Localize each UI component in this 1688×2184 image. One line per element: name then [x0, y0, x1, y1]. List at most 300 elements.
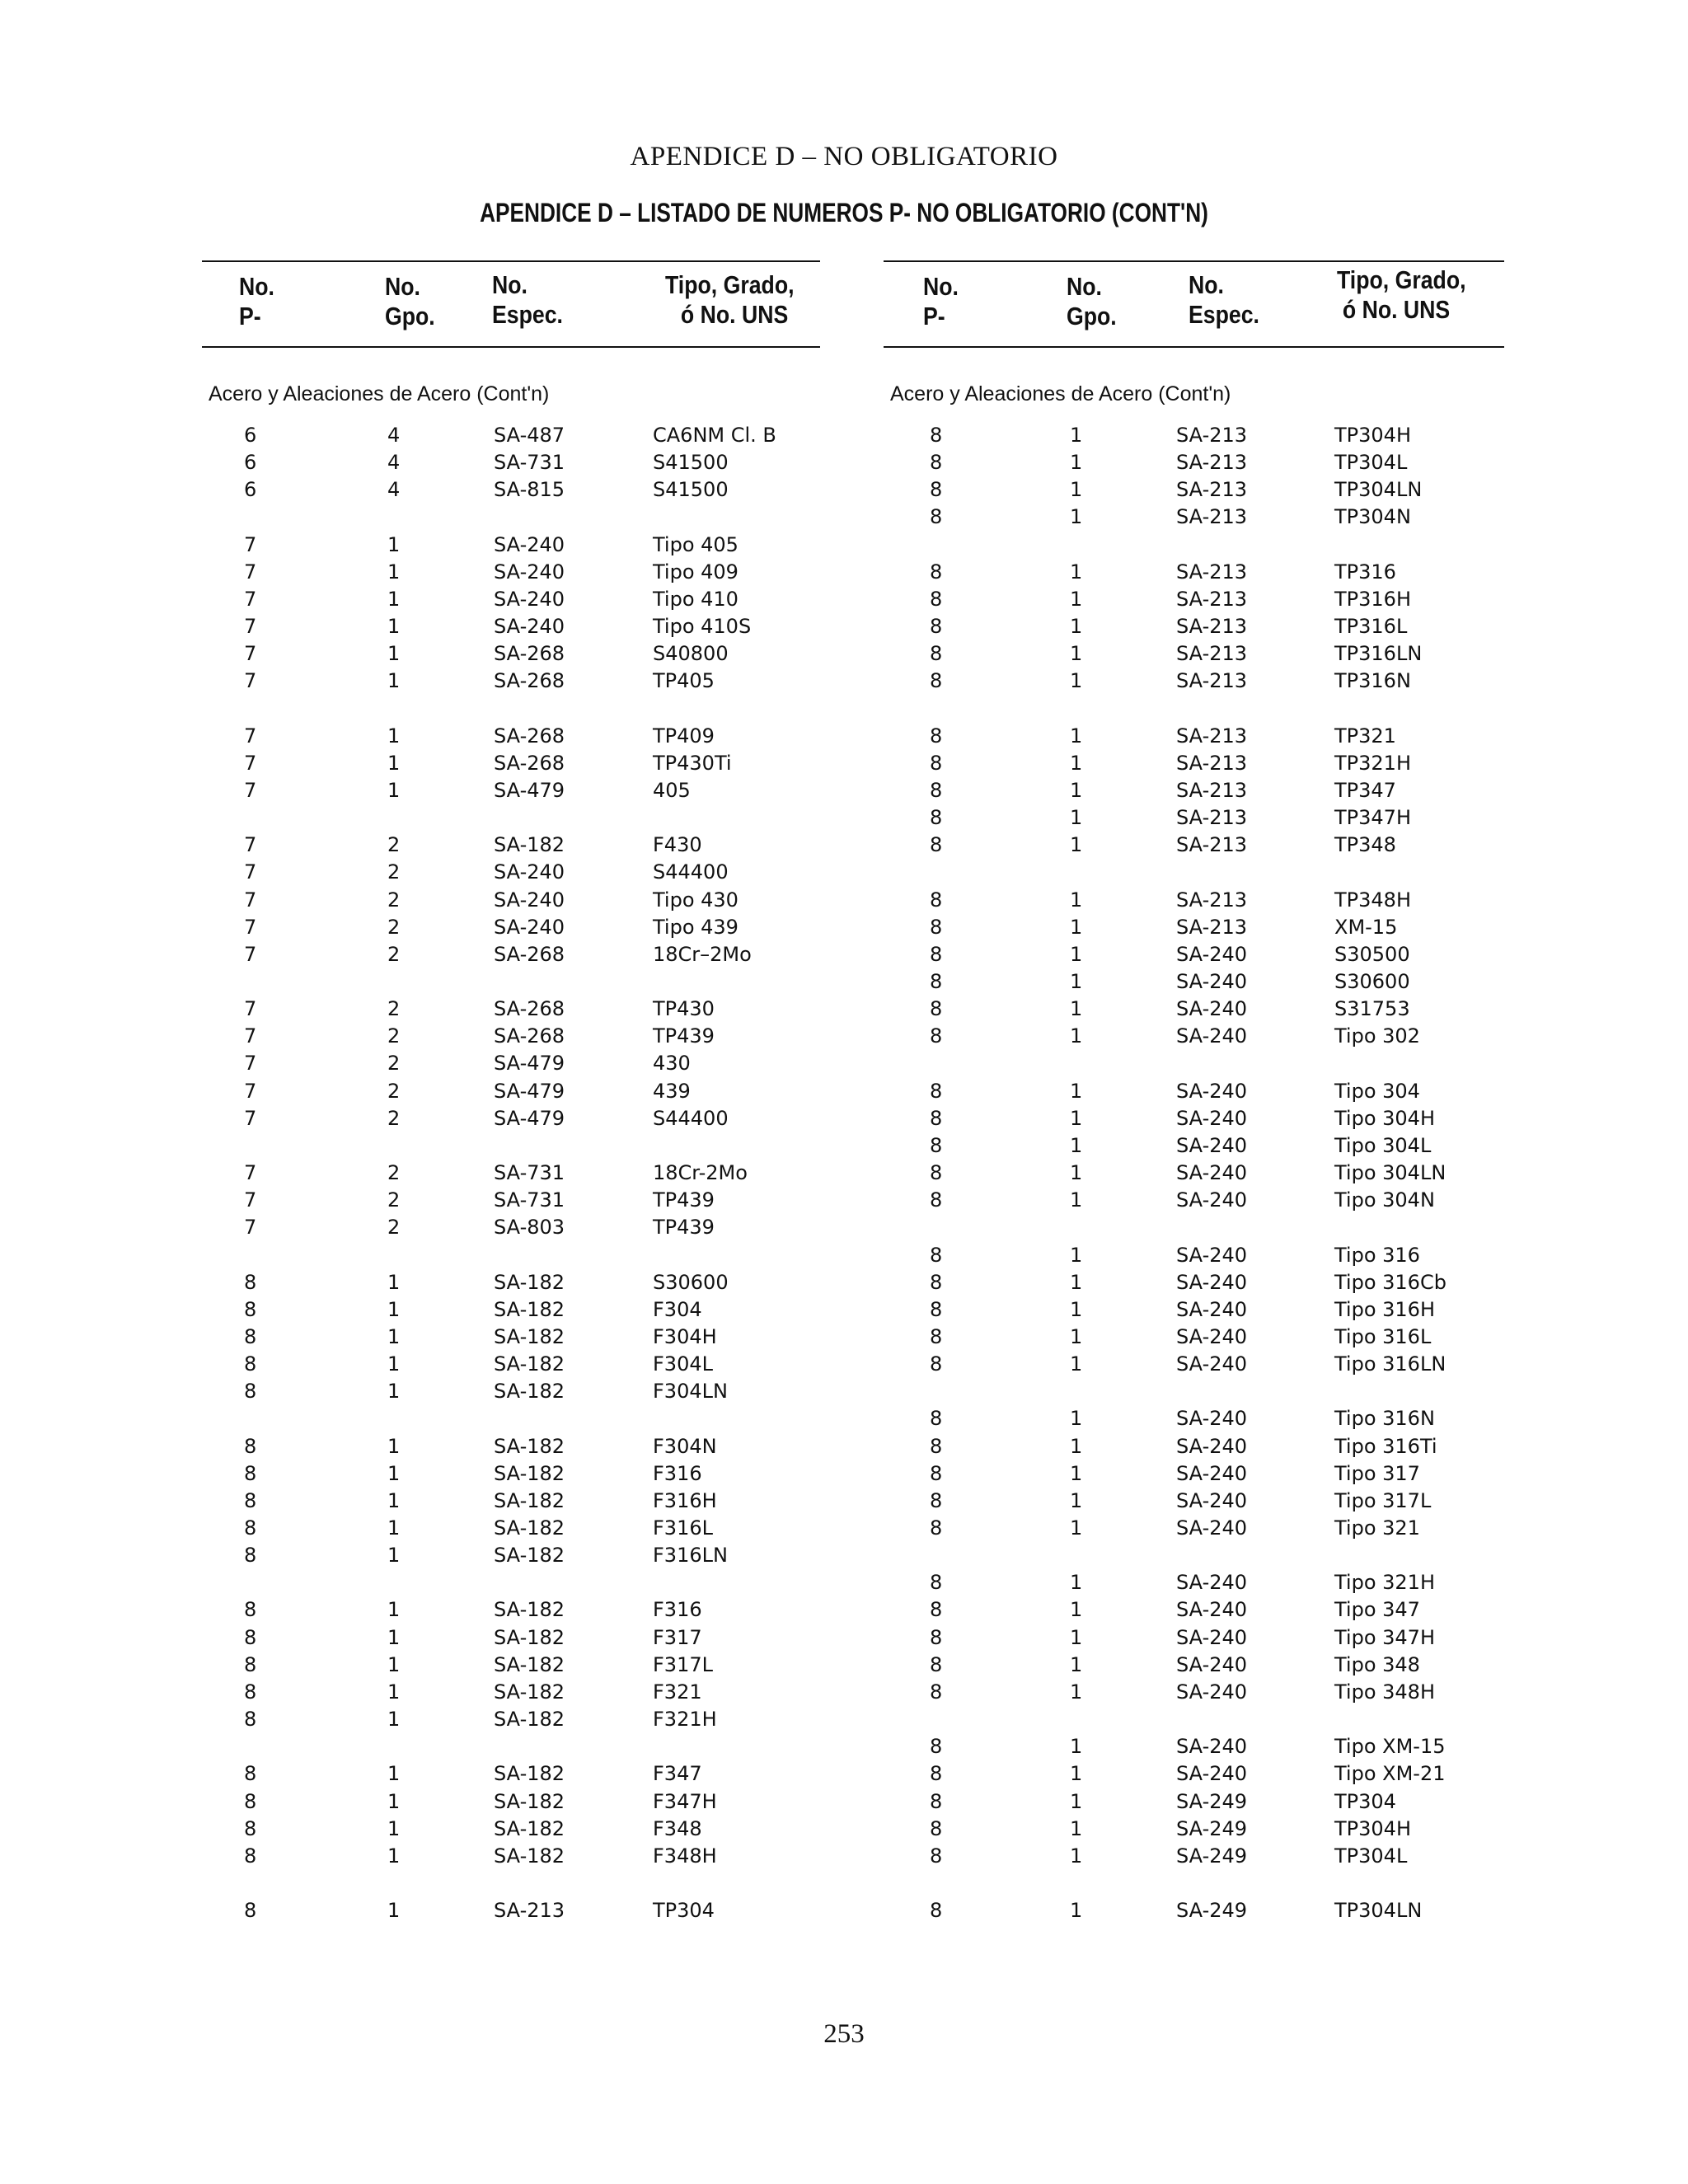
table-row — [202, 1105, 820, 1132]
spec-number-cell: SA-240 — [1176, 1680, 1248, 1704]
group-number-cell: 1 — [387, 1324, 401, 1348]
p-number-cell: 8 — [244, 1461, 257, 1485]
type-grade-cell: 439 — [653, 1079, 691, 1103]
type-grade-cell: Tipo 347H — [1334, 1625, 1435, 1649]
type-grade-cell: F316 — [653, 1598, 702, 1622]
table-row — [202, 1542, 820, 1569]
group-number-cell: 1 — [387, 724, 401, 748]
type-grade-cell: 430 — [653, 1052, 691, 1076]
spec-number-cell: SA-213 — [1176, 642, 1248, 666]
table-row — [884, 914, 1504, 941]
spec-number-cell: SA-731 — [494, 1188, 565, 1212]
group-number-cell: 1 — [1070, 1024, 1083, 1048]
p-number-cell: 8 — [930, 1844, 943, 1868]
spec-number-cell: SA-213 — [1176, 587, 1248, 611]
spec-number-cell: SA-240 — [494, 915, 565, 939]
spec-number-cell: SA-240 — [1176, 1571, 1248, 1595]
spec-number-cell: SA-182 — [494, 833, 565, 857]
group-number-cell: 1 — [1070, 942, 1083, 966]
type-grade-cell: F348H — [653, 1844, 717, 1868]
p-number-cell: 8 — [930, 1024, 943, 1048]
spec-number-cell: SA-479 — [494, 1106, 565, 1130]
spec-number-cell: SA-182 — [494, 1380, 565, 1404]
group-number-cell: 1 — [1070, 669, 1083, 693]
group-number-cell: 4 — [387, 451, 401, 475]
type-grade-cell: F321 — [653, 1680, 702, 1704]
table-row — [884, 1187, 1504, 1214]
table-row — [202, 640, 820, 668]
type-grade-cell: F316H — [653, 1488, 717, 1512]
group-number-cell: 1 — [1070, 615, 1083, 639]
spec-number-cell: SA-240 — [1176, 1270, 1248, 1294]
p-number-cell: 8 — [244, 1434, 257, 1458]
group-number-cell: 1 — [1070, 833, 1083, 857]
table-row — [202, 1214, 820, 1241]
p-number-cell: 7 — [244, 642, 257, 666]
table-row — [884, 887, 1504, 914]
p-number-cell: 8 — [930, 1079, 943, 1103]
spec-number-cell: SA-268 — [494, 669, 565, 693]
table-row — [202, 422, 820, 449]
type-grade-cell: TP316LN — [1334, 642, 1423, 666]
spec-number-cell: SA-240 — [494, 587, 565, 611]
table-row — [884, 1488, 1504, 1515]
table-row — [884, 941, 1504, 968]
table-row — [884, 504, 1504, 531]
spec-number-cell: SA-182 — [494, 1625, 565, 1649]
table-row — [884, 804, 1504, 832]
table-row — [202, 1596, 820, 1624]
spec-number-cell: SA-182 — [494, 1844, 565, 1868]
table-row — [202, 1351, 820, 1378]
group-number-cell: 1 — [1070, 560, 1083, 583]
type-grade-cell: F304H — [653, 1324, 717, 1348]
type-grade-cell: TP316 — [1334, 560, 1396, 583]
p-number-cell: 8 — [930, 1899, 943, 1923]
section-label: Acero y Aleaciones de Acero (Cont'n) — [209, 382, 550, 405]
type-grade-cell: Tipo 304H — [1334, 1106, 1435, 1130]
right-table-column — [884, 260, 1504, 1923]
group-number-cell: 1 — [387, 1625, 401, 1649]
group-number-cell: 1 — [387, 669, 401, 693]
p-number-cell: 8 — [930, 1243, 943, 1267]
spec-number-cell: SA-182 — [494, 1434, 565, 1458]
type-grade-cell: TP347 — [1334, 778, 1396, 802]
p-number-cell: 8 — [244, 1324, 257, 1348]
table-row — [884, 1596, 1504, 1624]
group-number-cell: 1 — [1070, 1324, 1083, 1348]
p-number-cell: 8 — [930, 888, 943, 912]
table-row — [202, 723, 820, 750]
group-number-cell: 4 — [387, 424, 401, 447]
table-row — [202, 914, 820, 941]
type-grade-cell: Tipo 304N — [1334, 1188, 1435, 1212]
group-number-cell: 1 — [387, 751, 401, 775]
group-number-cell: 1 — [1070, 1133, 1083, 1157]
p-number-cell: 7 — [244, 833, 257, 857]
type-grade-cell: Tipo XM-21 — [1334, 1762, 1446, 1786]
table-row — [202, 832, 820, 859]
spec-number-cell: SA-268 — [494, 1024, 565, 1048]
type-grade-cell: F317 — [653, 1625, 702, 1649]
type-grade-cell: Tipo 304 — [1334, 1079, 1420, 1103]
type-grade-cell: TP316L — [1334, 615, 1408, 639]
header-p-number: No. P- — [923, 272, 959, 330]
type-grade-cell: TP348 — [1334, 833, 1396, 857]
p-number-cell: 8 — [930, 1188, 943, 1212]
type-grade-cell: Tipo 316H — [1334, 1297, 1435, 1321]
spec-number-cell: SA-815 — [494, 478, 565, 502]
spec-number-cell: SA-213 — [1176, 615, 1248, 639]
p-number-cell: 8 — [930, 751, 943, 775]
spec-number-cell: SA-213 — [1176, 560, 1248, 583]
table-row — [884, 750, 1504, 777]
spec-number-cell: SA-240 — [494, 560, 565, 583]
spec-number-cell: SA-240 — [1176, 1598, 1248, 1622]
table-row — [884, 996, 1504, 1023]
table-row — [202, 1078, 820, 1105]
p-number-cell: 8 — [930, 615, 943, 639]
spec-number-cell: SA-240 — [1176, 1297, 1248, 1321]
spec-number-cell: SA-240 — [1176, 1488, 1248, 1512]
group-number-cell: 2 — [387, 942, 401, 966]
type-grade-cell: F348 — [653, 1816, 702, 1840]
group-number-cell: 1 — [1070, 1188, 1083, 1212]
type-grade-cell: S40800 — [653, 642, 729, 666]
table-row — [884, 1733, 1504, 1760]
spec-number-cell: SA-268 — [494, 942, 565, 966]
group-number-cell: 1 — [387, 532, 401, 556]
group-number-cell: 1 — [387, 560, 401, 583]
type-grade-cell: S41500 — [653, 478, 729, 502]
type-grade-cell: Tipo 304LN — [1334, 1161, 1447, 1185]
spec-number-cell: SA-240 — [1176, 1625, 1248, 1649]
p-number-cell: 8 — [244, 1844, 257, 1868]
spec-number-cell: SA-213 — [1176, 669, 1248, 693]
table-row — [202, 1187, 820, 1214]
table-row — [884, 1515, 1504, 1542]
p-number-cell: 8 — [930, 1270, 943, 1294]
group-number-cell: 1 — [1070, 1243, 1083, 1267]
table-row — [884, 640, 1504, 668]
spec-number-cell: SA-240 — [1176, 1106, 1248, 1130]
type-grade-cell: Tipo 302 — [1334, 1024, 1420, 1048]
p-number-cell: 7 — [244, 560, 257, 583]
type-grade-cell: Tipo 347 — [1334, 1598, 1420, 1622]
spec-number-cell: SA-803 — [494, 1216, 565, 1240]
spec-number-cell: SA-213 — [1176, 424, 1248, 447]
table-row — [202, 586, 820, 613]
p-number-cell: 7 — [244, 778, 257, 802]
spec-number-cell: SA-213 — [1176, 778, 1248, 802]
p-number-cell: 7 — [244, 724, 257, 748]
group-number-cell: 4 — [387, 478, 401, 502]
group-number-cell: 1 — [387, 1762, 401, 1786]
p-number-cell: 7 — [244, 587, 257, 611]
group-number-cell: 1 — [387, 1544, 401, 1568]
group-number-cell: 1 — [387, 615, 401, 639]
table-row — [884, 1652, 1504, 1679]
type-grade-cell: TP316H — [1334, 587, 1411, 611]
p-number-cell: 7 — [244, 532, 257, 556]
table-row — [202, 1023, 820, 1050]
table-row — [884, 777, 1504, 804]
type-grade-cell: Tipo 321 — [1334, 1516, 1420, 1540]
p-number-cell: 8 — [244, 1380, 257, 1404]
table-row — [884, 668, 1504, 695]
p-number-cell: 8 — [930, 1352, 943, 1376]
spec-number-cell: SA-182 — [494, 1680, 565, 1704]
group-number-cell: 1 — [1070, 1434, 1083, 1458]
p-number-cell: 8 — [930, 942, 943, 966]
p-number-cell: 8 — [930, 1598, 943, 1622]
type-grade-cell: XM-15 — [1334, 915, 1398, 939]
p-number-cell: 8 — [244, 1899, 257, 1923]
p-number-cell: 8 — [930, 478, 943, 502]
p-number-cell: 8 — [930, 1816, 943, 1840]
group-number-cell: 1 — [1070, 1352, 1083, 1376]
table-row — [202, 476, 820, 504]
p-number-cell: 7 — [244, 997, 257, 1021]
spec-number-cell: SA-479 — [494, 778, 565, 802]
group-number-cell: 1 — [387, 1380, 401, 1404]
table-row — [884, 1351, 1504, 1378]
type-grade-cell: TP304H — [1334, 424, 1411, 447]
type-grade-cell: Tipo XM-15 — [1334, 1735, 1446, 1759]
spec-number-cell: SA-240 — [1176, 1407, 1248, 1431]
table-row — [202, 1816, 820, 1843]
type-grade-cell: S31753 — [1334, 997, 1410, 1021]
spec-number-cell: SA-182 — [494, 1324, 565, 1348]
type-grade-cell: F316LN — [653, 1544, 728, 1568]
spec-number-cell: SA-240 — [494, 888, 565, 912]
table-row — [884, 1105, 1504, 1132]
spec-number-cell: SA-182 — [494, 1652, 565, 1676]
group-number-cell: 1 — [1070, 806, 1083, 830]
spec-number-cell: SA-240 — [1176, 1434, 1248, 1458]
spec-number-cell: SA-240 — [1176, 970, 1248, 993]
spec-number-cell: SA-240 — [1176, 1461, 1248, 1485]
table-row — [202, 1652, 820, 1679]
spec-number-cell: SA-731 — [494, 451, 565, 475]
table-row — [202, 1706, 820, 1733]
spec-number-cell: SA-731 — [494, 1161, 565, 1185]
p-number-cell: 8 — [930, 1625, 943, 1649]
spec-number-cell: SA-182 — [494, 1708, 565, 1732]
table-row — [884, 1788, 1504, 1816]
spec-number-cell: SA-268 — [494, 642, 565, 666]
table-row — [884, 1023, 1504, 1050]
type-grade-cell: F430 — [653, 833, 702, 857]
table-row — [202, 777, 820, 804]
table-row — [884, 1460, 1504, 1488]
type-grade-cell: TP439 — [653, 1188, 715, 1212]
p-number-cell: 8 — [930, 1324, 943, 1348]
table-row — [202, 1488, 820, 1515]
table-row — [884, 613, 1504, 640]
type-grade-cell: TP409 — [653, 724, 715, 748]
group-number-cell: 1 — [387, 587, 401, 611]
type-grade-cell: F316 — [653, 1461, 702, 1485]
spec-number-cell: SA-213 — [494, 1899, 565, 1923]
table-row — [884, 422, 1504, 449]
spec-number-cell: SA-240 — [494, 615, 565, 639]
table-row — [884, 1433, 1504, 1460]
running-header: APENDICE D – NO OBLIGATORIO — [630, 142, 1058, 171]
p-number-cell: 8 — [930, 778, 943, 802]
group-number-cell: 1 — [1070, 642, 1083, 666]
table-row — [884, 1269, 1504, 1296]
p-number-cell: 8 — [244, 1816, 257, 1840]
spec-number-cell: SA-213 — [1176, 888, 1248, 912]
table-row — [202, 1679, 820, 1706]
type-grade-cell: TP405 — [653, 669, 715, 693]
table-row — [202, 859, 820, 886]
group-number-cell: 1 — [1070, 478, 1083, 502]
spec-number-cell: SA-268 — [494, 997, 565, 1021]
table-row — [884, 1132, 1504, 1160]
group-number-cell: 1 — [387, 1708, 401, 1732]
type-grade-cell: TP439 — [653, 1024, 715, 1048]
group-number-cell: 1 — [1070, 1816, 1083, 1840]
group-number-cell: 1 — [387, 1789, 401, 1813]
p-number-cell: 8 — [244, 1516, 257, 1540]
table-row — [884, 1160, 1504, 1187]
group-number-cell: 1 — [387, 1488, 401, 1512]
type-grade-cell: F304LN — [653, 1380, 728, 1404]
type-grade-cell: TP348H — [1334, 888, 1411, 912]
table-row — [884, 832, 1504, 859]
group-number-cell: 1 — [1070, 587, 1083, 611]
p-number-cell: 8 — [930, 1516, 943, 1540]
p-number-cell: 8 — [244, 1297, 257, 1321]
section-label: Acero y Aleaciones de Acero (Cont'n) — [890, 382, 1231, 405]
table-row — [202, 1897, 820, 1924]
p-number-cell: 8 — [930, 1735, 943, 1759]
p-number-cell: 8 — [930, 1297, 943, 1321]
type-grade-cell: F304 — [653, 1297, 702, 1321]
p-number-cell: 8 — [244, 1488, 257, 1512]
type-grade-cell: Tipo 316 — [1334, 1243, 1420, 1267]
type-grade-cell: Tipo 321H — [1334, 1571, 1435, 1595]
type-grade-cell: F304L — [653, 1352, 713, 1376]
p-number-cell: 8 — [930, 1106, 943, 1130]
table-row — [202, 1296, 820, 1324]
p-number-cell: 7 — [244, 1024, 257, 1048]
spec-number-cell: SA-268 — [494, 751, 565, 775]
type-grade-cell: TP304H — [1334, 1816, 1411, 1840]
p-number-cell: 8 — [930, 669, 943, 693]
p-number-cell: 8 — [244, 1352, 257, 1376]
p-number-cell: 8 — [930, 970, 943, 993]
group-number-cell: 1 — [1070, 1625, 1083, 1649]
type-grade-cell: Tipo 316Ti — [1334, 1434, 1437, 1458]
group-number-cell: 1 — [1070, 424, 1083, 447]
p-number-cell: 8 — [930, 505, 943, 529]
spec-number-cell: SA-240 — [1176, 1243, 1248, 1267]
table-row — [202, 1324, 820, 1351]
table-row — [202, 1843, 820, 1870]
p-number-cell: 7 — [244, 1052, 257, 1076]
group-number-cell: 2 — [387, 1079, 401, 1103]
table-row — [884, 1569, 1504, 1596]
header-group-number: No. Gpo. — [1067, 272, 1117, 330]
type-grade-cell: Tipo 409 — [653, 560, 738, 583]
table-header-left — [202, 260, 820, 348]
group-number-cell: 1 — [1070, 751, 1083, 775]
type-grade-cell: F321H — [653, 1708, 717, 1732]
p-number-cell: 7 — [244, 751, 257, 775]
spec-number-cell: SA-213 — [1176, 724, 1248, 748]
p-number-cell: 8 — [930, 1762, 943, 1786]
group-number-cell: 1 — [387, 1899, 401, 1923]
group-number-cell: 1 — [1070, 1270, 1083, 1294]
spec-number-cell: SA-240 — [1176, 1188, 1248, 1212]
p-number-cell: 8 — [930, 1488, 943, 1512]
group-number-cell: 1 — [1070, 1735, 1083, 1759]
p-number-cell: 8 — [930, 451, 943, 475]
group-number-cell: 1 — [1070, 1899, 1083, 1923]
table-row — [202, 996, 820, 1023]
group-number-cell: 1 — [1070, 1762, 1083, 1786]
table-row — [884, 1296, 1504, 1324]
table-row — [884, 449, 1504, 476]
header-spec-number: No. Espec. — [492, 270, 563, 329]
table-row — [884, 723, 1504, 750]
type-grade-cell: TP304LN — [1334, 1899, 1423, 1923]
type-grade-cell: CA6NM Cl. B — [653, 424, 776, 447]
spec-number-cell: SA-240 — [1176, 1024, 1248, 1048]
spec-number-cell: SA-268 — [494, 724, 565, 748]
spec-number-cell: SA-182 — [494, 1352, 565, 1376]
p-number-cell: 7 — [244, 915, 257, 939]
table-row — [884, 1242, 1504, 1269]
header-type-grade: Tipo, Grado, ó No. UNS — [1337, 265, 1466, 324]
table-row — [202, 1433, 820, 1460]
p-number-cell: 7 — [244, 669, 257, 693]
type-grade-cell: TP316N — [1334, 669, 1411, 693]
group-number-cell: 2 — [387, 997, 401, 1021]
p-number-cell: 6 — [244, 478, 257, 502]
group-number-cell: 1 — [1070, 970, 1083, 993]
group-number-cell: 1 — [1070, 997, 1083, 1021]
spec-number-cell: SA-240 — [494, 532, 565, 556]
type-grade-cell: 18Cr–2Mo — [653, 942, 752, 966]
p-number-cell: 8 — [244, 1544, 257, 1568]
header-p-number: No. P- — [239, 272, 274, 330]
type-grade-cell: F304N — [653, 1434, 717, 1458]
spec-number-cell: SA-182 — [494, 1598, 565, 1622]
type-grade-cell: TP304L — [1334, 1844, 1408, 1868]
type-grade-cell: Tipo 316LN — [1334, 1352, 1447, 1376]
type-grade-cell: S44400 — [653, 1106, 729, 1130]
type-grade-cell: Tipo 405 — [653, 532, 738, 556]
type-grade-cell: F317L — [653, 1652, 713, 1676]
spec-number-cell: SA-479 — [494, 1079, 565, 1103]
spec-number-cell: SA-182 — [494, 1544, 565, 1568]
p-number-cell: 8 — [244, 1789, 257, 1813]
group-number-cell: 1 — [387, 642, 401, 666]
spec-number-cell: SA-213 — [1176, 751, 1248, 775]
spec-number-cell: SA-479 — [494, 1052, 565, 1076]
group-number-cell: 2 — [387, 833, 401, 857]
p-number-cell: 8 — [244, 1680, 257, 1704]
group-number-cell: 2 — [387, 1216, 401, 1240]
type-grade-cell: S44400 — [653, 860, 729, 884]
table-row — [884, 1078, 1504, 1105]
table-row — [202, 750, 820, 777]
table-row — [202, 1624, 820, 1652]
